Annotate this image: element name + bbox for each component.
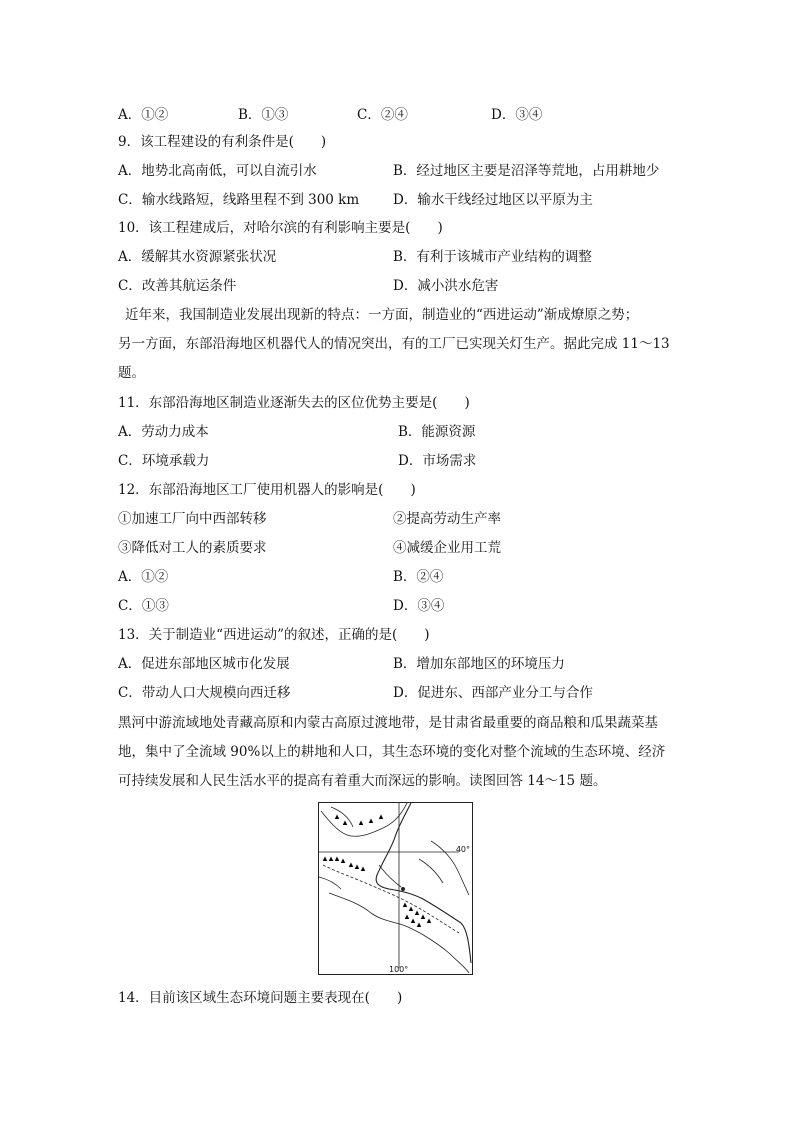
q10-stem: 10．该工程建成后，对哈尔滨的有利影响主要是( ) (118, 220, 443, 236)
q9-option-a: A．地势北高南低，可以自流引水 (118, 163, 317, 179)
q11-option-b: B．能源资源 (398, 424, 476, 440)
q12-option-b: B．②④ (393, 569, 444, 585)
q12-statement-3: ③降低对工人的素质要求 (118, 540, 267, 556)
boundary-dashed (323, 865, 459, 933)
q8-option-c: C．②④ (357, 107, 408, 123)
river-tributary (379, 865, 401, 887)
q10-option-c: C．改善其航运条件 (118, 278, 237, 294)
q13-stem: 13．关于制造业“西进运动”的叙述，正确的是( ) (118, 627, 430, 643)
q13-option-b: B．增加东部地区的环境压力 (393, 656, 565, 672)
map-drawing (319, 803, 473, 975)
q12-stem: 12．东部沿海地区工厂使用机器人的影响是( ) (118, 482, 416, 498)
q11-stem: 11．东部沿海地区制造业逐渐失去的区位优势主要是( ) (118, 395, 470, 411)
latitude-label: 40° (455, 845, 470, 854)
q12-option-c: C．①③ (118, 598, 169, 614)
q14-stem: 14．目前该区域生态环境问题主要表现在( ) (118, 990, 403, 1006)
heihe-map (318, 802, 473, 975)
q13-option-a: A．促进东部地区城市化发展 (118, 656, 290, 672)
q13-option-d: D．促进东、西部产业分工与合作 (393, 685, 593, 701)
q11-option-d: D．市场需求 (398, 453, 477, 469)
longitude-label: 100° (389, 965, 409, 974)
q9-stem: 9．该工程建设的有利条件是( ) (118, 134, 327, 150)
q8-option-a: A．①② (118, 107, 169, 123)
passage1-line2: 另一方面，东部沿海地区机器代人的情况突出，有的工厂已实现关灯生产。据此完成 11～13 (118, 336, 670, 352)
q8-option-d: D．③④ (491, 107, 543, 123)
passage2-line3: 可持续发展和人民生活水平的提高有着重大而深远的影响。读图回答 14～15 题。 (118, 773, 607, 789)
q8-option-b: B．①③ (238, 107, 289, 123)
q11-option-a: A．劳动力成本 (118, 424, 209, 440)
q12-option-a: A．①② (118, 569, 169, 585)
passage1-line1: 近年来，我国制造业发展出现新的特点：一方面，制造业的“西进运动”渐成燎原之势； (125, 307, 639, 323)
terrain-symbols (323, 815, 431, 927)
passage1-line3: 题。 (118, 365, 145, 381)
q12-option-d: D．③④ (393, 598, 445, 614)
q12-statement-2: ②提高劳动生产率 (393, 511, 501, 527)
q9-option-c: C．输水线路短，线路里程不到 300 km (118, 192, 360, 208)
town-marker (401, 887, 405, 891)
q12-statement-1: ①加速工厂向中西部转移 (118, 511, 267, 527)
q13-option-c: C．带动人口大规模向西迁移 (118, 685, 291, 701)
q12-statement-4: ④减缓企业用工荒 (393, 540, 501, 556)
q10-option-a: A．缓解其水资源紧张状况 (118, 249, 277, 265)
river-main (376, 803, 471, 963)
q9-option-b: B．经过地区主要是沼泽等荒地，占用耕地少 (393, 163, 660, 179)
q10-option-d: D．减小洪水危害 (393, 278, 499, 294)
passage2-line1: 黑河中游流域地处青藏高原和内蒙古高原过渡地带，是甘肃省最重要的商品粮和瓜果蔬菜基 (118, 715, 658, 731)
passage2-line2: 地，集中了全流域 90%以上的耕地和人口，其生态环境的变化对整个流域的生态环境、经济 (118, 744, 666, 760)
q10-option-b: B．有利于该城市产业结构的调整 (393, 249, 592, 265)
q9-option-d: D．输水干线经过地区以平原为主 (393, 192, 593, 208)
q11-option-c: C．环境承载力 (118, 453, 210, 469)
